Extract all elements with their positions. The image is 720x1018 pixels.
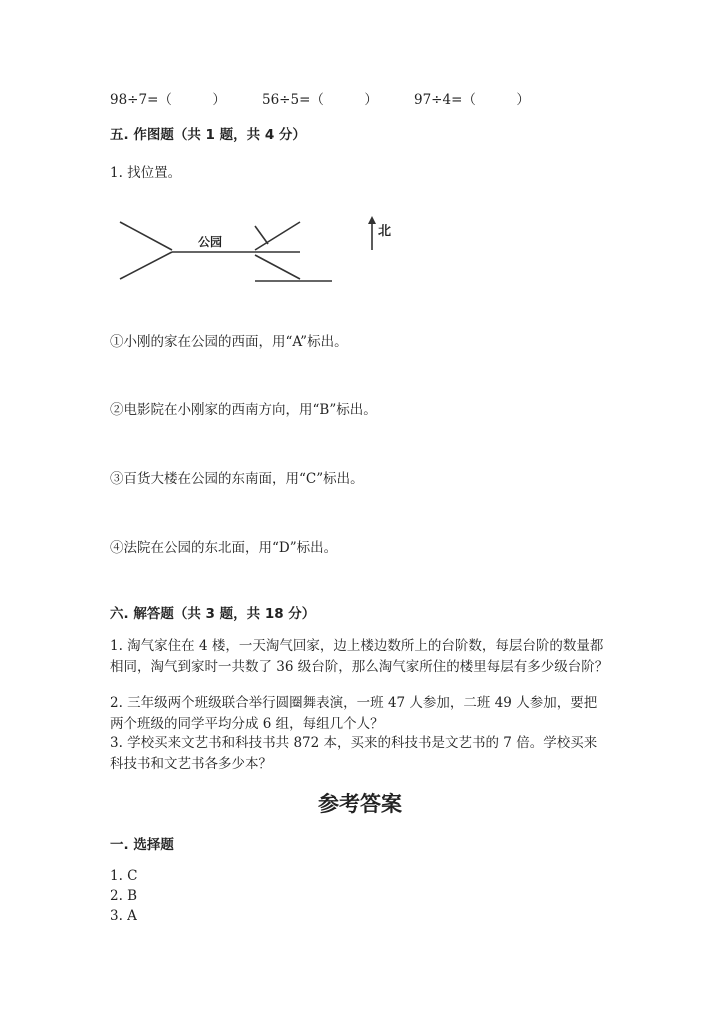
section5-heading: 五. 作图题（共 1 题，共 4 分） [110,127,306,143]
map-task-2: ②电影院在小刚家的西南方向，用“B”标出。 [110,402,377,418]
road-line [255,226,268,244]
answer-item: 1. C [110,868,138,884]
word-problem-1: 1. 淘气家住在 4 楼，一天淘气回家，边上楼边数所上的台阶数，每层台阶的数量都相同，淘气到家时一共数了 36 级台阶，那么淘气家所住的楼里每层有多少级台阶？ [110,638,609,675]
answer-item: 2. B [110,888,138,904]
road-line [120,252,172,279]
division-problem-2: 56÷5=（ ） [262,92,378,108]
map-task-4: ④法院在公园的东北面，用“D”标出。 [110,540,338,556]
word-problem-3: 3. 学校买来文艺书和科技书共 872 本，买来的科技书是文艺书的 7 倍。学校买来科技书和文艺书各多少本？ [110,735,598,772]
north-label: 北 [378,224,392,239]
map-task-1: ①小刚的家在公园的西面，用“A”标出。 [110,334,348,350]
road-line [120,222,172,250]
answer-title: 参考答案 [318,792,402,816]
division-problem-1: 98÷7=（ ） [110,92,226,108]
division-problem-3: 97÷4=（ ） [414,92,530,108]
map-task-3: ③百货大楼在公园的东南面，用“C”标出。 [110,471,364,487]
park-label: 公园 [198,235,223,249]
north-arrow-head-icon [368,216,376,224]
section6-heading: 六. 解答题（共 3 题，共 18 分） [110,606,316,622]
answer-section-heading: 一. 选择题 [110,837,174,853]
park-map-diagram [110,212,410,288]
road-line [255,255,300,279]
section5-question: 1. 找位置。 [110,165,182,181]
answer-item: 3. A [110,908,137,924]
word-problem-2: 2. 三年级两个班级联合举行圆圈舞表演，一班 47 人参加，二班 49 人参加，要把两个班级的同学平均分成 6 组，每组几个人？ [110,695,598,732]
